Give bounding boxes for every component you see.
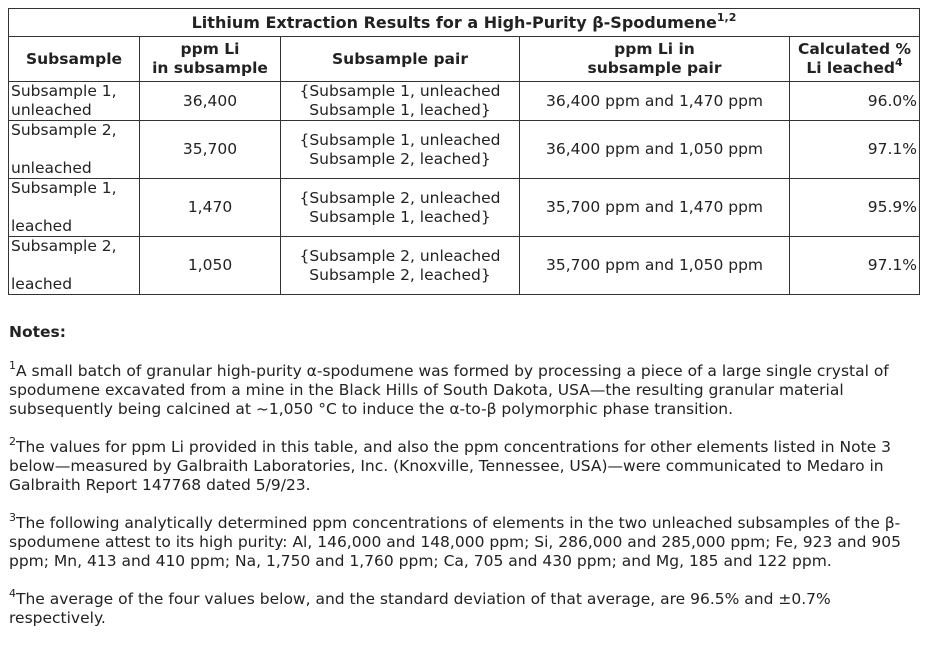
notes-section <box>9 323 921 647</box>
note-text: The average of the four values below, and the standard deviation of that average, are 96.5% and ±0.7% respectively. <box>9 590 831 627</box>
results-table <box>8 8 920 295</box>
note-number: 2 <box>9 434 16 448</box>
cell-ppm: 35,700 <box>140 121 281 179</box>
note-text: The values for ppm Li provided in this table, and also the ppm concentrations for other elements listed in Note 3 below—measured by Galbraith Laboratories, Inc. (Knoxville, Tennessee, USA)—were communicated to Medaro in Galbraith Report 147768 dated 5/9/23. <box>9 438 892 494</box>
cell-calc: 97.1% <box>790 121 920 179</box>
cell-calc: 96.0% <box>790 82 920 121</box>
note-number: 4 <box>9 586 16 600</box>
cell-subsample: Subsample 1, leached <box>9 179 140 237</box>
table-row <box>9 121 920 179</box>
cell-calc: 95.9% <box>790 179 920 237</box>
table-title-row <box>9 9 920 37</box>
cell-ppm: 36,400 <box>140 82 281 121</box>
cell-pair-ppm: 35,700 ppm and 1,470 ppm <box>520 179 790 237</box>
cell-pair-ppm: 36,400 ppm and 1,050 ppm <box>520 121 790 179</box>
note-text: A small batch of granular high-purity α-spodumene was formed by processing a piece of a large single crystal of spodumene excavated from a mine in the Black Hills of South Dakota, USA—the resulting granular material subsequently being calcined at ~1,050 °C to induce the α-to-β polymorphic phase transition. <box>9 362 889 418</box>
cell-pair: {Subsample 1, unleached Subsample 2, leached} <box>281 121 520 179</box>
note-number: 3 <box>9 510 16 524</box>
note-3 <box>9 510 921 571</box>
header-subsample-pair: Subsample pair <box>281 37 520 82</box>
cell-pair-ppm: 36,400 ppm and 1,470 ppm <box>520 82 790 121</box>
cell-ppm: 1,050 <box>140 237 281 295</box>
note-1 <box>9 358 921 419</box>
cell-subsample: Subsample 2, leached <box>9 237 140 295</box>
table-row <box>9 237 920 295</box>
header-ppm-in-subsample: ppm Li in subsample <box>140 37 281 82</box>
cell-calc: 97.1% <box>790 237 920 295</box>
cell-subsample: Subsample 2, unleached <box>9 121 140 179</box>
table-row <box>9 82 920 121</box>
cell-pair: {Subsample 2, unleached Subsample 1, leached} <box>281 179 520 237</box>
table-title-footnote: 1,2 <box>716 10 737 24</box>
note-4 <box>9 586 921 628</box>
header-ppm-in-pair: ppm Li in subsample pair <box>520 37 790 82</box>
table-header-row <box>9 37 920 82</box>
header-calculated-leached: Calculated % Li leached$^4$ <box>790 37 920 82</box>
table-row <box>9 179 920 237</box>
note-number: 1 <box>9 358 16 372</box>
header-subsample: Subsample <box>9 37 140 82</box>
notes-heading: Notes: <box>9 323 66 341</box>
cell-pair: {Subsample 1, unleached Subsample 1, leached} <box>281 82 520 121</box>
cell-subsample: Subsample 1, unleached <box>9 82 140 121</box>
results-sheet <box>8 8 919 295</box>
cell-ppm: 1,470 <box>140 179 281 237</box>
table-title-text: Lithium Extraction Results for a High-Purity β-Spodumene <box>191 13 717 32</box>
cell-pair-ppm: 35,700 ppm and 1,050 ppm <box>520 237 790 295</box>
note-2 <box>9 434 921 495</box>
note-text: The following analytically determined ppm concentrations of elements in the two unleached subsamples of the β-spodumene attest to its high purity: Al, 146,000 and 148,000 ppm; Si, 286,000 and 285,000 ppm; Fe, 923 and 905 ppm; Mn, 413 and 410 ppm; Na, 1,750 and 1,760 ppm; Ca, 705 and 430 ppm; and Mg, 185 and 122 ppm. <box>9 514 901 570</box>
table-title <box>9 9 920 37</box>
cell-pair: {Subsample 2, unleached Subsample 2, leached} <box>281 237 520 295</box>
